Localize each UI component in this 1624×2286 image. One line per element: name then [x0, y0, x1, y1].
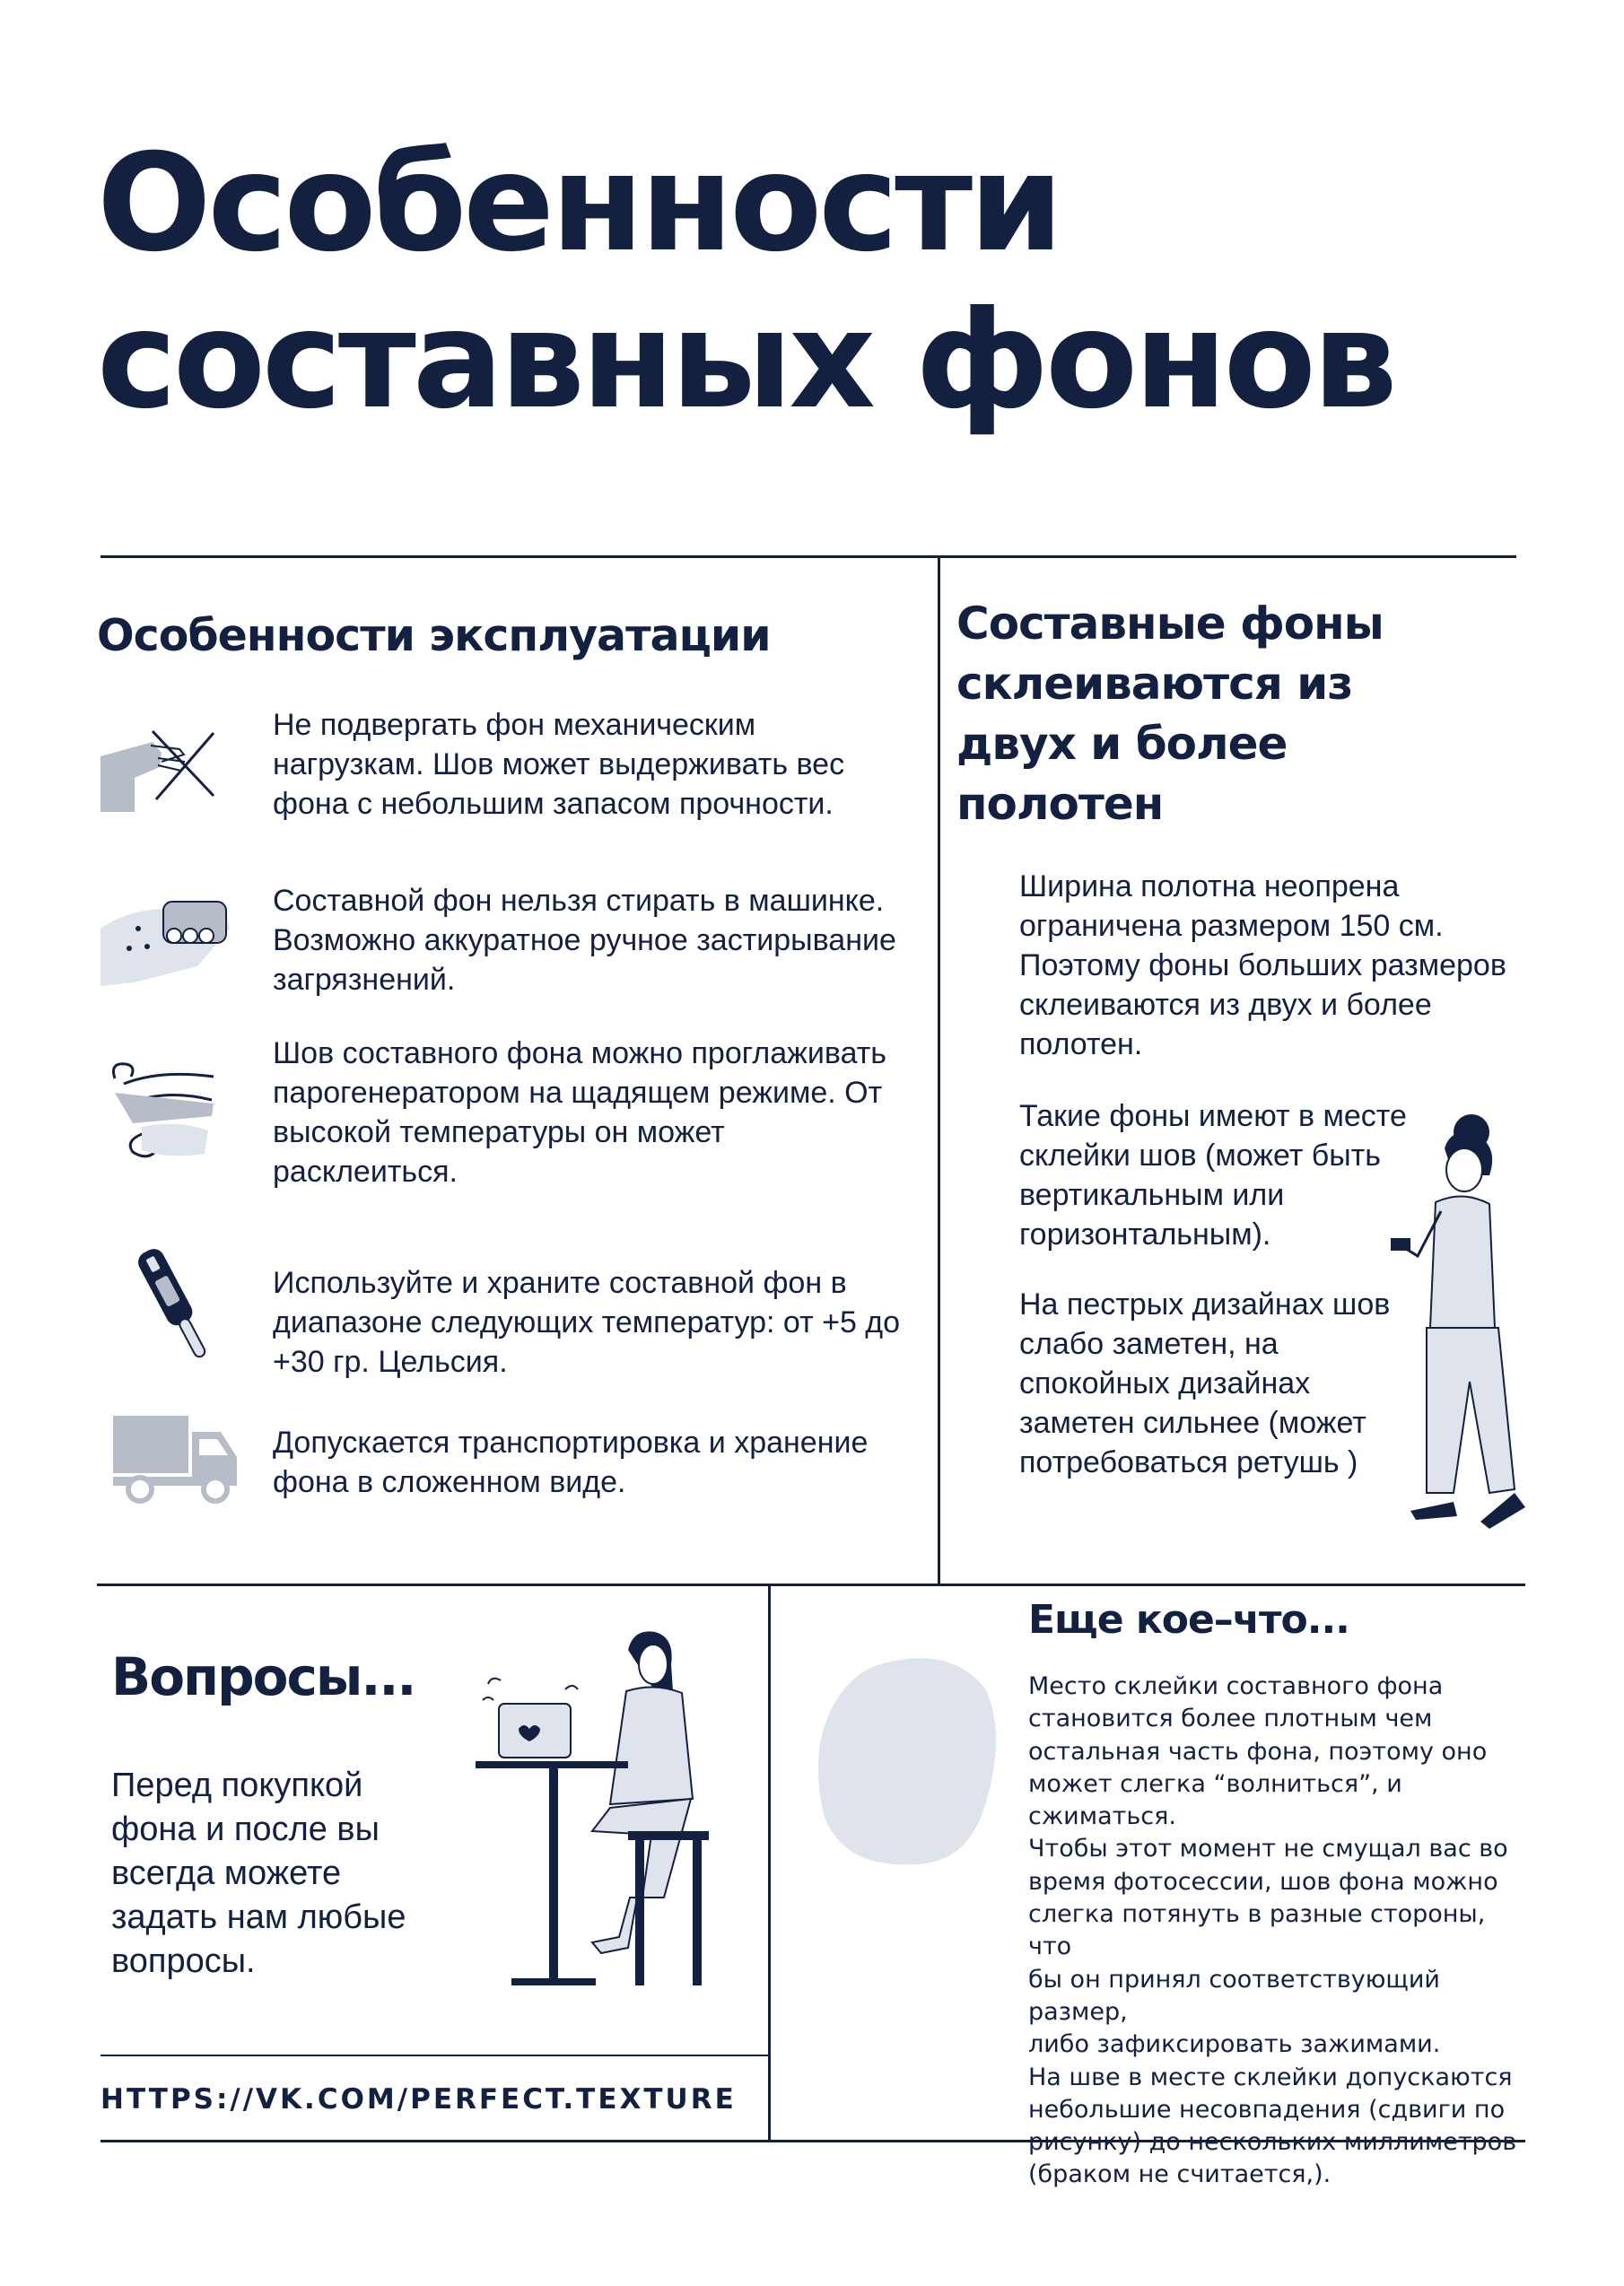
- composite-heading: Составные фоны склеиваются из двух и более полотен: [956, 598, 1384, 830]
- center-vertical-divider: [938, 555, 940, 1585]
- more-text-line: становится более плотным чем: [1028, 1705, 1433, 1733]
- footer-url-link[interactable]: HTTPS://VK.COM/PERFECT.TEXTURE: [100, 2083, 737, 2116]
- page-title: [97, 126, 1394, 440]
- operation-item-5-text: Допускается транспортировка и хранение фона в сложенном виде.: [273, 1426, 869, 1499]
- truck-icon: [111, 1416, 241, 1505]
- more-text-line: рисунку) до нескольких миллиметров: [1028, 2128, 1517, 2157]
- questions-heading: Вопросы...: [111, 1646, 415, 1707]
- woman-with-phone-illustration: [1364, 1112, 1534, 1543]
- bottom-vertical-divider: [768, 1585, 771, 2142]
- page-title-line-2: составных фонов: [97, 283, 1394, 439]
- operation-item-3-text: Шов составного фона можно проглаживать парогенератором на щадящем режиме. От высокой температуры он может расклеиться.: [273, 1036, 887, 1189]
- composite-paragraph-1: Ширина полотна неопрена ограничена размером 150 см. Поэтому фоны больших размеров склеиваются из двух и более полотен.: [1019, 869, 1506, 1061]
- more-text-line: остальная часть фона, поэтому оно: [1028, 1737, 1488, 1766]
- more-text: [1028, 1671, 1531, 2192]
- steam-icon: [106, 1057, 223, 1165]
- more-text-line: может слегка “волниться”, и сжиматься.: [1028, 1769, 1402, 1831]
- top-divider: [100, 555, 1516, 558]
- more-text-line: На шве в месте склейки допускаются: [1028, 2063, 1513, 2091]
- composite-paragraph-3: На пестрых дизайнах шов слабо заметен, на спокойных дизайнах заметен сильнее (может потребоваться ретушь ): [1019, 1287, 1391, 1479]
- composite-paragraph-2: Такие фоны имеют в месте склейки шов (может быть вертикальным или горизонтальным).: [1019, 1099, 1407, 1252]
- more-heading: Еще кое–что...: [1028, 1597, 1349, 1643]
- more-text-line: слегка потянуть в разные стороны, что: [1028, 1900, 1486, 1961]
- crossed-hand-icon: [99, 722, 224, 821]
- more-text-line: Чтобы этот момент не смущал вас во: [1028, 1835, 1508, 1863]
- decorative-blob-shape: [815, 1653, 1003, 1868]
- hand-wash-icon: [99, 893, 233, 991]
- page-title-line-1: Особенности: [97, 126, 1061, 282]
- thermometer-icon: [126, 1243, 224, 1368]
- more-text-line: время фотосессии, шов фона можно: [1028, 1867, 1498, 1896]
- woman-at-laptop-illustration: [476, 1628, 718, 1996]
- more-text-line: Место склейки составного фона: [1028, 1672, 1444, 1700]
- operation-item-4-text: Используйте и храните составной фон в диапазоне следующих температур: от +5 до +30 гр. Цельсия.: [273, 1266, 901, 1379]
- more-text-line: небольшие несовпадения (сдвиги по: [1028, 2095, 1506, 2124]
- more-text-line: (браком не считается,).: [1028, 2160, 1332, 2189]
- operation-heading: Особенности эксплуатации: [97, 610, 771, 661]
- questions-text: Перед покупкой фона и после вы всегда можете задать нам любые вопросы.: [111, 1767, 406, 1980]
- url-divider: [100, 2055, 770, 2056]
- operation-item-2-text: Составной фон нельзя стирать в машинке. Возможно аккуратное ручное застирывание загрязнений.: [273, 884, 896, 997]
- middle-divider: [97, 1584, 1525, 1586]
- more-text-line: либо зафиксировать зажимами.: [1028, 2030, 1441, 2059]
- more-text-line: бы он принял соответствующий размер,: [1028, 1965, 1440, 2026]
- operation-item-1-text: Не подвергать фон механическим нагрузкам. Шов может выдерживать вес фона с небольшим запасом прочности.: [273, 708, 845, 821]
